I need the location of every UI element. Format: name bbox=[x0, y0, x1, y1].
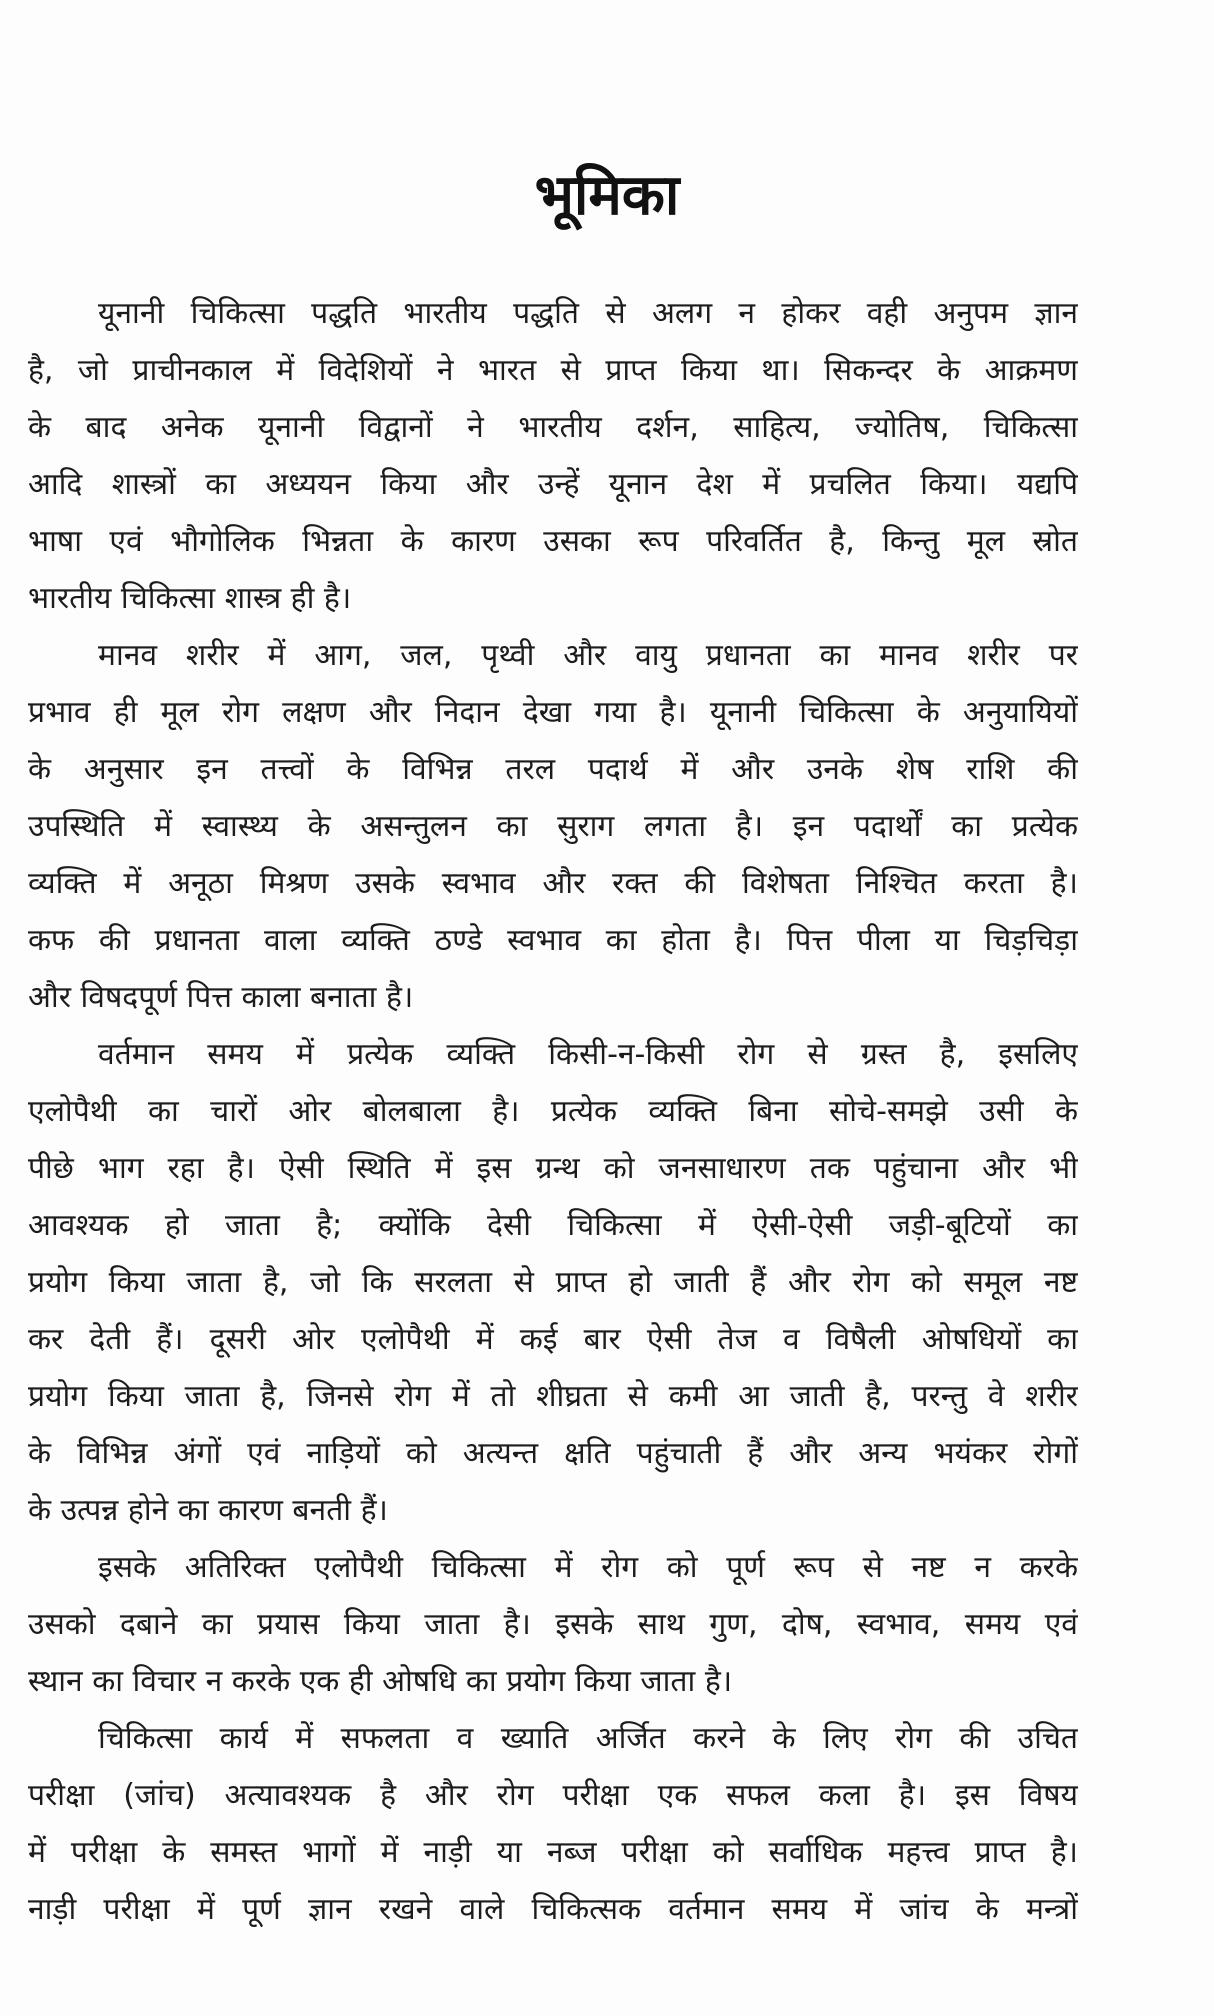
text-line: इसके अतिरिक्त एलोपैथी चिकित्सा में रोग को पूर्ण रूप से नष्ट न करके bbox=[98, 1550, 1078, 1585]
text-line: में परीक्षा के समस्त भागों में नाड़ी या नब्ज परीक्षा को सर्वाधिक महत्त्व प्राप्त है। bbox=[28, 1835, 1078, 1870]
text-line: भारतीय चिकित्सा शास्त्र ही है। bbox=[28, 581, 352, 616]
text-line: प्रयोग किया जाता है, जो कि सरलता से प्राप्त हो जाती हैं और रोग को समूल नष्ट bbox=[28, 1265, 1078, 1300]
text-line: पीछे भाग रहा है। ऐसी स्थिति में इस ग्रन्थ को जनसाधारण तक पहुंचाना और भी bbox=[28, 1151, 1078, 1186]
text-line: यूनानी चिकित्सा पद्धति भारतीय पद्धति से अलग न होकर वही अनुपम ज्ञान bbox=[98, 296, 1078, 331]
text-line: कफ की प्रधानता वाला व्यक्ति ठण्डे स्वभाव का होता है। पित्त पीला या चिड़चिड़ा bbox=[28, 923, 1078, 958]
text-line: परीक्षा (जांच) अत्यावश्यक है और रोग परीक्षा एक सफल कला है। इस विषय bbox=[28, 1778, 1078, 1813]
text-line: मानव शरीर में आग, जल, पृथ्वी और वायु प्रधानता का मानव शरीर पर bbox=[98, 638, 1078, 673]
text-line: के उत्पन्न होने का कारण बनती हैं। bbox=[28, 1493, 388, 1528]
text-line: प्रभाव ही मूल रोग लक्षण और निदान देखा गया है। यूनानी चिकित्सा के अनुयायियों bbox=[28, 695, 1078, 730]
text-line: वर्तमान समय में प्रत्येक व्यक्ति किसी-न-किसी रोग से ग्रस्त है, इसलिए bbox=[98, 1037, 1078, 1072]
text-line: है, जो प्राचीनकाल में विदेशियों ने भारत से प्राप्त किया था। सिकन्दर के आक्रमण bbox=[28, 353, 1078, 388]
text-line: चिकित्सा कार्य में सफलता व ख्याति अर्जित करने के लिए रोग की उचित bbox=[98, 1721, 1078, 1756]
text-line: उसको दबाने का प्रयास किया जाता है। इसके साथ गुण, दोष, स्वभाव, समय एवं bbox=[28, 1607, 1078, 1642]
text-line: नाड़ी परीक्षा में पूर्ण ज्ञान रखने वाले चिकित्सक वर्तमान समय में जांच के मन्त्रों bbox=[28, 1892, 1078, 1927]
text-line: व्यक्ति में अनूठा मिश्रण उसके स्वभाव और रक्त की विशेषता निश्चित करता है। bbox=[28, 866, 1078, 901]
text-line: के बाद अनेक यूनानी विद्वानों ने भारतीय दर्शन, साहित्य, ज्योतिष, चिकित्सा bbox=[28, 410, 1078, 445]
text-line: प्रयोग किया जाता है, जिनसे रोग में तो शीघ्रता से कमी आ जाती है, परन्तु वे शरीर bbox=[28, 1379, 1078, 1414]
text-line: भाषा एवं भौगोलिक भिन्नता के कारण उसका रूप परिवर्तित है, किन्तु मूल स्रोत bbox=[28, 524, 1078, 559]
text-line: उपस्थिति में स्वास्थ्य के असन्तुलन का सुराग लगता है। इन पदार्थों का प्रत्येक bbox=[28, 809, 1078, 844]
text-line: और विषदपूर्ण पित्त काला बनाता है। bbox=[28, 980, 414, 1015]
text-line: आवश्यक हो जाता है; क्योंकि देसी चिकित्सा में ऐसी-ऐसी जड़ी-बूटियों का bbox=[28, 1208, 1078, 1243]
text-line: आदि शास्त्रों का अध्ययन किया और उन्हें यूनान देश में प्रचलित किया। यद्यपि bbox=[28, 467, 1078, 502]
text-line: कर देती हैं। दूसरी ओर एलोपैथी में कई बार ऐसी तेज व विषैली ओषधियों का bbox=[28, 1322, 1078, 1357]
body-text bbox=[28, 285, 1078, 1938]
text-line: स्थान का विचार न करके एक ही ओषधि का प्रयोग किया जाता है। bbox=[28, 1664, 733, 1699]
text-line: के अनुसार इन तत्त्वों के विभिन्न तरल पदार्थ में और उनके शेष राशि की bbox=[28, 752, 1078, 787]
text-line: एलोपैथी का चारों ओर बोलबाला है। प्रत्येक व्यक्ति बिना सोचे-समझे उसी के bbox=[28, 1094, 1078, 1129]
page-title: भूमिका bbox=[534, 163, 680, 228]
text-line: के विभिन्न अंगों एवं नाड़ियों को अत्यन्त क्षति पहुंचाती हैं और अन्य भयंकर रोगों bbox=[28, 1436, 1078, 1471]
